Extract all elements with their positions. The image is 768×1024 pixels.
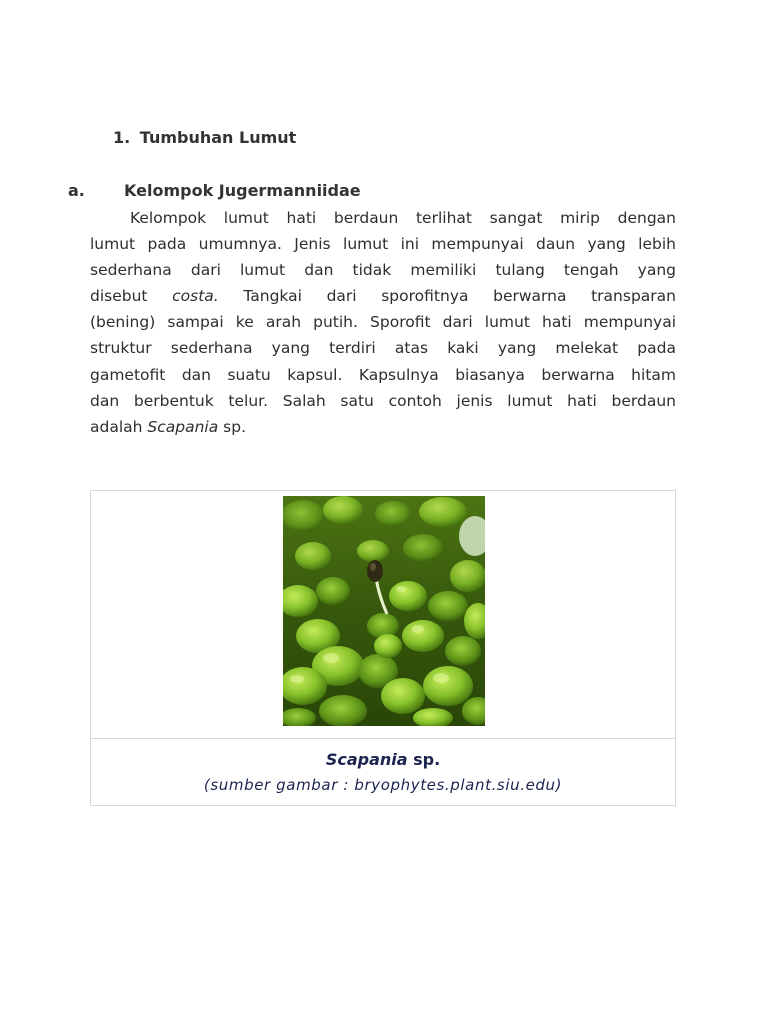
figure-caption: [91, 750, 675, 769]
paragraph-line: [90, 414, 676, 440]
section-heading: [113, 128, 296, 147]
paragraph-line: lumut pada umumnya. Jenis lumut ini mempunyai daun yang lebih: [90, 235, 676, 254]
paragraph-line: struktur sederhana yang terdiri atas kaki yang melekat pada: [90, 339, 676, 358]
figure-caption-cell: [91, 739, 675, 805]
caption-suffix: sp.: [407, 750, 441, 769]
paragraph-line: gametofit dan suatu kapsul. Kapsulnya biasanya berwarna hitam: [90, 365, 676, 384]
section-title: Tumbuhan Lumut: [139, 128, 297, 147]
species-name: Scapania: [147, 417, 219, 436]
scapania-photo: [283, 496, 485, 726]
section-number: 1.: [113, 128, 131, 147]
paragraph-text: sp.: [218, 417, 247, 436]
paragraph-line: Kelompok lumut hati berdaun terlihat sangat mirip dengan: [130, 209, 676, 227]
caption-genus: Scapania: [325, 750, 408, 769]
body-paragraph: [90, 205, 676, 440]
paragraph-line: dan berbentuk telur. Salah satu contoh jenis lumut hati berdaun: [90, 391, 676, 410]
figure-image-cell: [91, 491, 675, 739]
subsection-marker: a.: [68, 181, 85, 200]
moss-illustration: [283, 496, 485, 726]
figure-source: (sumber gambar : bryophytes.plant.siu.edu): [203, 776, 563, 794]
term-costa: costa.: [172, 287, 219, 306]
paragraph-line: [90, 283, 676, 309]
figure-table: [90, 490, 676, 806]
paragraph-line: sederhana dari lumut dan tidak memiliki tulang tengah yang: [90, 261, 676, 280]
paragraph-line: (bening) sampai ke arah putih. Sporofit dari lumut hati mempunyai: [90, 313, 676, 332]
paragraph-text: Tangkai dari sporofitnya berwarna transparan: [218, 287, 676, 306]
paragraph-text: disebut: [90, 287, 173, 306]
subsection-title: Kelompok Jugermanniidae: [124, 181, 361, 200]
paragraph-text: adalah: [90, 417, 148, 436]
